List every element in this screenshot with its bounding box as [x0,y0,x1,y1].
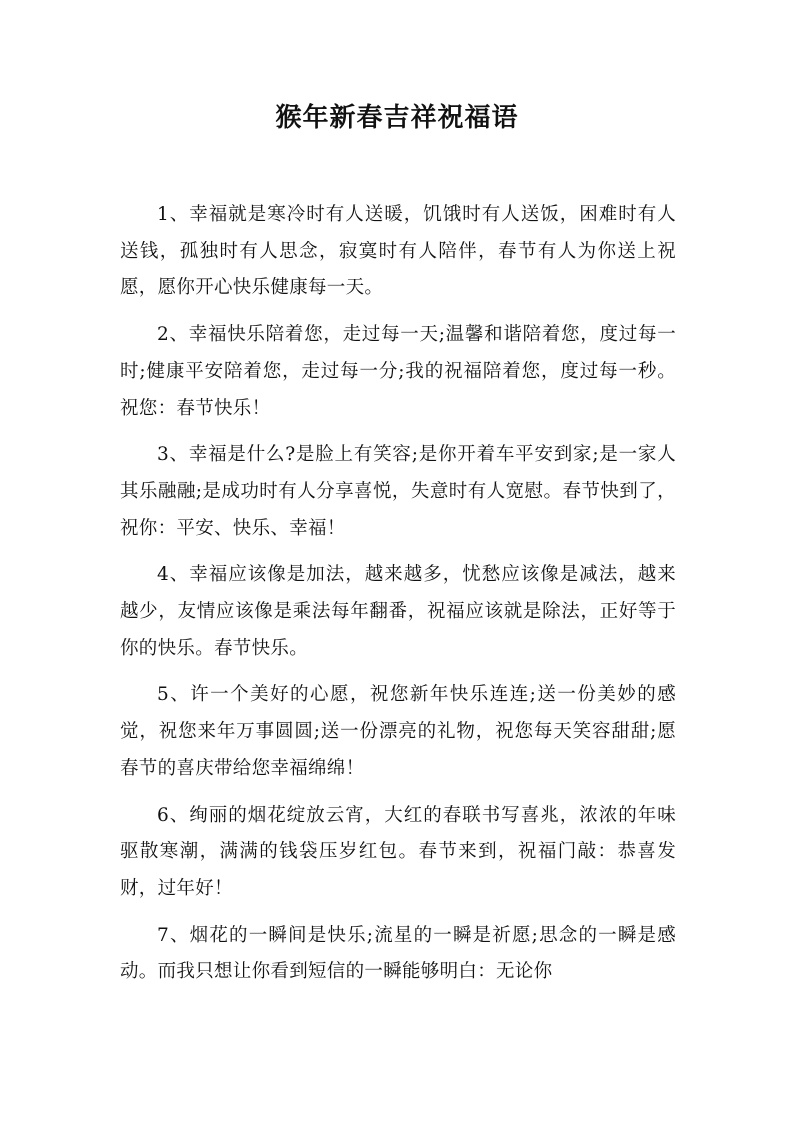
paragraph-6: 6、绚丽的烟花绽放云宵，大红的春联书写喜兆，浓浓的年味驱散寒潮，满满的钱袋压岁红包。春节来到，祝福门敲：恭喜发财，过年好！ [120,804,676,899]
document-body [120,197,676,1001]
paragraph-2: 2、幸福快乐陪着您，走过每一天;温馨和谐陪着您，度过每一时;健康平安陪着您，走过每一分;我的祝福陪着您，度过每一秒。祝您：春节快乐！ [120,324,676,419]
paragraph-1: 1、幸福就是寒冷时有人送暖，饥饿时有人送饭，困难时有人送钱，孤独时有人思念，寂寞时有人陪伴，春节有人为你送上祝愿，愿你开心快乐健康每一天。 [120,204,676,299]
page-title: 猴年新春吉祥祝福语 [275,103,519,133]
paragraph-5: 5、许一个美好的心愿，祝您新年快乐连连;送一份美妙的感觉，祝您来年万事圆圆;送一份漂亮的礼物，祝您每天笑容甜甜;愿春节的喜庆带给您幸福绵绵！ [120,684,676,779]
paragraph-7: 7、烟花的一瞬间是快乐;流星的一瞬是祈愿;思念的一瞬是感动。而我只想让你看到短信的一瞬能够明白：无论你 [120,924,676,983]
paragraph-3: 3、幸福是什么?是脸上有笑容;是你开着车平安到家;是一家人其乐融融;是成功时有人分享喜悦，失意时有人宽慰。春节快到了，祝你：平安、快乐、幸福！ [120,444,676,539]
paragraph-4: 4、幸福应该像是加法，越来越多，忧愁应该像是减法，越来越少，友情应该像是乘法每年翻番，祝福应该就是除法，正好等于你的快乐。春节快乐。 [120,564,676,659]
